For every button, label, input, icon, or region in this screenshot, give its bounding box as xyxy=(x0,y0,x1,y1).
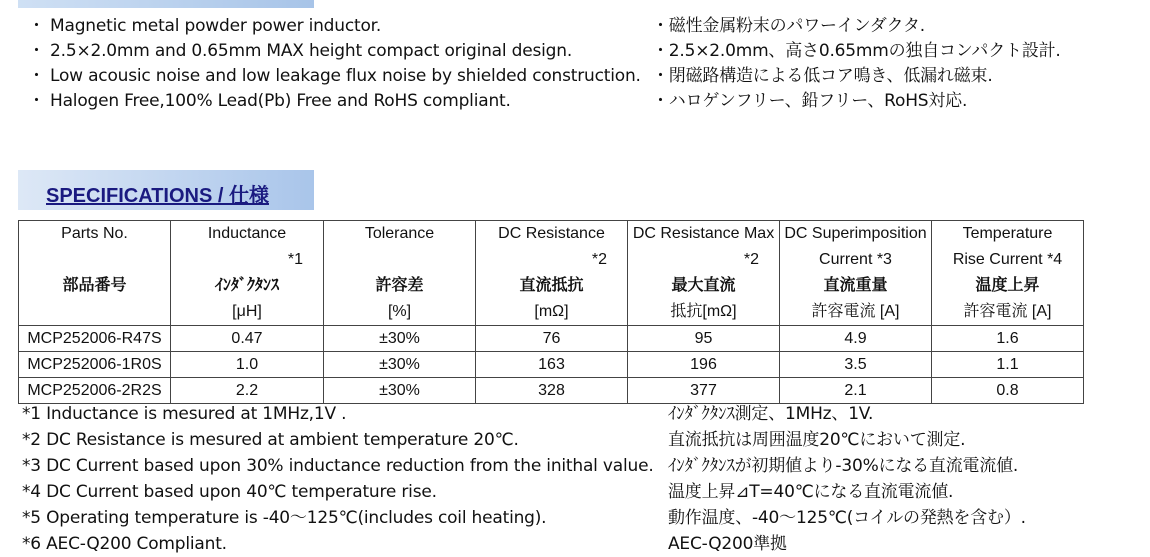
cell-dc-resistance: 76 xyxy=(476,326,628,352)
header-dc-superimposition: DC Superimposition Current *3 直流重量 許容電流 [A] xyxy=(780,221,932,326)
note-item: *4 DC Current based upon 40℃ temperature rise. xyxy=(22,482,437,502)
table-row xyxy=(19,326,1084,352)
cell-tolerance: ±30% xyxy=(324,326,476,352)
section-title: SPECIFICATIONS / 仕様 xyxy=(46,185,269,207)
note-item: *2 DC Resistance is mesured at ambient temperature 20℃. xyxy=(22,430,519,450)
note-item: 動作温度、-40～125℃(コイルの発熱を含む）. xyxy=(668,508,1026,528)
note-item: AEC-Q200準拠 xyxy=(668,534,787,554)
cell-dc-superimposition: 4.9 xyxy=(780,326,932,352)
note-item: 直流抵抗は周囲温度20℃において測定. xyxy=(668,430,966,450)
feature-item: ・磁性金属粉末のパワーインダクタ. xyxy=(652,16,925,36)
cell-inductance: 1.0 xyxy=(171,352,324,378)
feature-item: ・ハロゲンフリー、鉛フリー、RoHS対応. xyxy=(652,91,968,111)
feature-item: ・ 2.5×2.0mm and 0.65mm MAX height compact original design. xyxy=(28,41,573,61)
cell-temperature-rise: 1.6 xyxy=(932,326,1084,352)
header-dc-resistance: DC Resistance *2 直流抵抗 [mΩ] xyxy=(476,221,628,326)
table-header-row xyxy=(19,221,1084,326)
cell-part-no: MCP252006-2R2S xyxy=(19,378,171,404)
feature-item: ・閉磁路構造による低コア鳴き、低漏れ磁束. xyxy=(652,66,993,86)
cell-tolerance: ±30% xyxy=(324,378,476,404)
note-item: *3 DC Current based upon 30% inductance reduction from the inithal value. xyxy=(22,456,654,476)
cell-temperature-rise: 0.8 xyxy=(932,378,1084,404)
note-item: *6 AEC-Q200 Compliant. xyxy=(22,534,227,554)
cell-dc-superimposition: 3.5 xyxy=(780,352,932,378)
feature-item: ・2.5×2.0mm、高さ0.65mmの独自コンパクト設計. xyxy=(652,41,1061,61)
cell-dc-resistance: 328 xyxy=(476,378,628,404)
note-item: *1 Inductance is mesured at 1MHz,1V . xyxy=(22,404,347,424)
feature-item: ・ Low acousic noise and low leakage flux noise by shielded construction. xyxy=(28,66,641,86)
notes-japanese xyxy=(668,401,1026,557)
cell-part-no: MCP252006-1R0S xyxy=(19,352,171,378)
cell-tolerance: ±30% xyxy=(324,352,476,378)
cell-dc-resistance-max: 196 xyxy=(628,352,780,378)
feature-item: ・ Magnetic metal powder power inductor. xyxy=(28,16,382,36)
cell-part-no: MCP252006-R47S xyxy=(19,326,171,352)
cell-inductance: 2.2 xyxy=(171,378,324,404)
note-item: 温度上昇⊿T=40℃になる直流電流値. xyxy=(668,482,954,502)
note-item: *5 Operating temperature is -40～125℃(includes coil heating). xyxy=(22,508,547,528)
cell-dc-superimposition: 2.1 xyxy=(780,378,932,404)
table-row xyxy=(19,378,1084,404)
cell-dc-resistance: 163 xyxy=(476,352,628,378)
spec-table xyxy=(18,220,1084,404)
features-english xyxy=(28,14,641,114)
notes-english xyxy=(22,401,654,557)
cell-dc-resistance-max: 95 xyxy=(628,326,780,352)
header-inductance: Inductance *1 ｲﾝﾀﾞｸﾀﾝｽ [μH] xyxy=(171,221,324,326)
header-dc-resistance-max: DC Resistance Max *2 最大直流 抵抗[mΩ] xyxy=(628,221,780,326)
cell-temperature-rise: 1.1 xyxy=(932,352,1084,378)
top-header-bar xyxy=(18,0,314,8)
section-header xyxy=(18,170,314,210)
note-item: ｲﾝﾀﾞｸﾀﾝｽ測定、1MHz、1V. xyxy=(668,404,874,424)
cell-inductance: 0.47 xyxy=(171,326,324,352)
header-parts-no: Parts No. 部品番号 xyxy=(19,221,171,326)
header-tolerance: Tolerance 許容差 [%] xyxy=(324,221,476,326)
header-temperature-rise: Temperature Rise Current *4 温度上昇 許容電流 [A] xyxy=(932,221,1084,326)
table-row xyxy=(19,352,1084,378)
features-japanese xyxy=(652,14,1061,114)
note-item: ｲﾝﾀﾞｸﾀﾝｽが初期値より-30%になる直流電流値. xyxy=(668,456,1019,476)
cell-dc-resistance-max: 377 xyxy=(628,378,780,404)
feature-item: ・ Halogen Free,100% Lead(Pb) Free and RoHS compliant. xyxy=(28,91,511,111)
